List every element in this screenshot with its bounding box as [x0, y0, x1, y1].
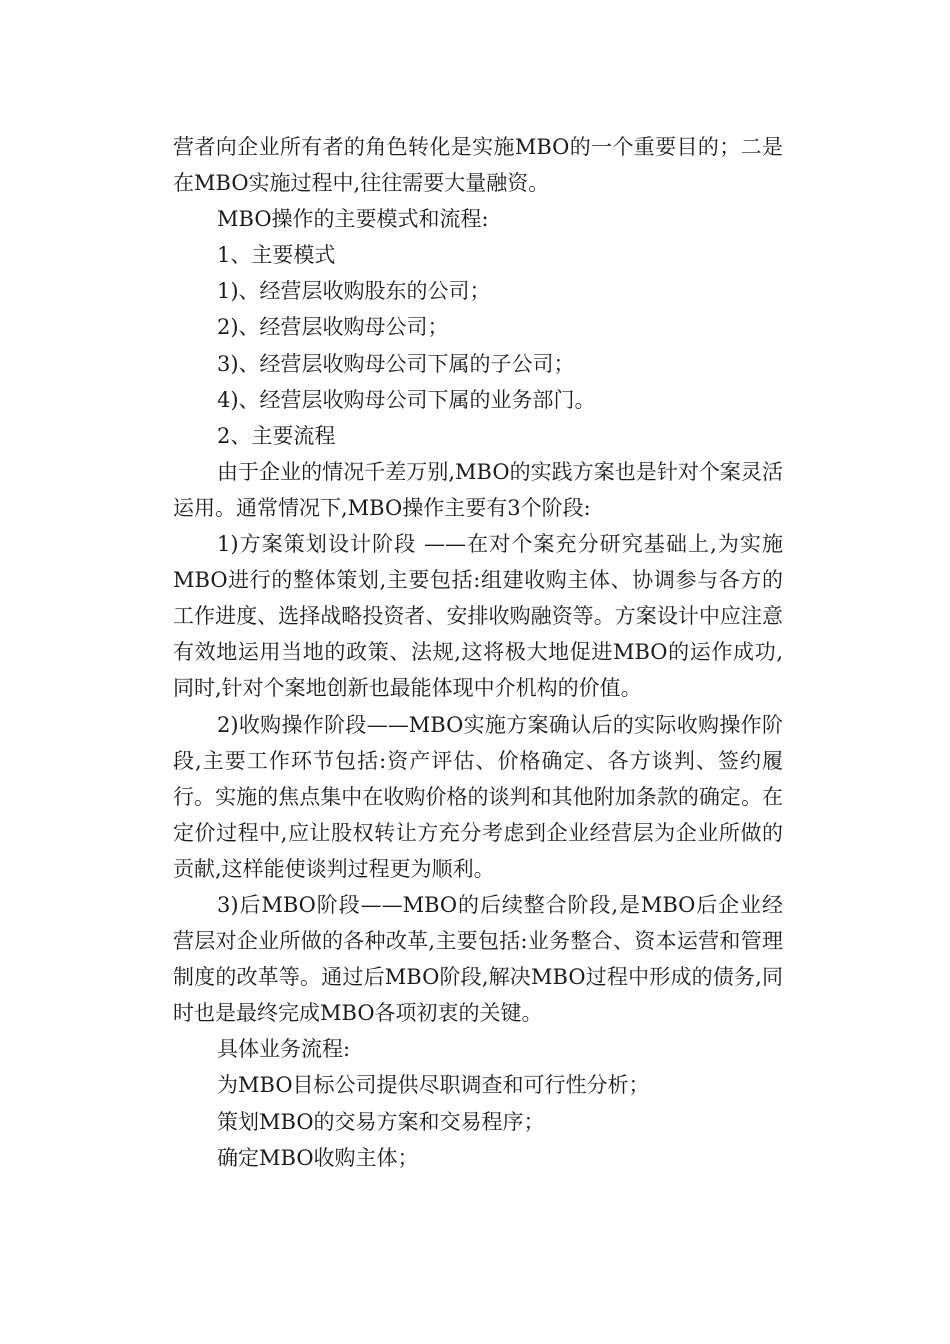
list-item-mode-3: 3)、经营层收购母公司下属的子公司； [217, 351, 575, 376]
document-body [173, 129, 783, 1176]
paragraph-stage-3: 3)后MBO阶段——MBO的后续整合阶段,是MBO后企业经营层对企业所做的各种改革,主要包括:业务整合、资本运营和管理制度的改革等。通过后MBO阶段,解决MBO过程中形成的债务,同时也是最终完成MBO各项初衷的关键。 [173, 892, 783, 1026]
list-item-process-3: 确定MBO收购主体； [217, 1145, 419, 1170]
list-item-process-1: 为MBO目标公司提供尽职调查和可行性分析； [217, 1073, 650, 1098]
paragraph-stage-2: 2)收购操作阶段——MBO实施方案确认后的实际收购操作阶段,主要工作环节包括:资产评估、价格确定、各方谈判、签约履行。实施的焦点集中在收购价格的谈判和其他附加条款的确定。在定价过程中,应让股权转让方充分考虑到企业经营层为企业所做的贡献,这样能使谈判过程更为顺利。 [173, 712, 783, 881]
list-item-mode-2: 2)、经营层收购母公司； [217, 315, 449, 340]
list-item-mode-1: 1)、经营层收购股东的公司； [217, 279, 491, 304]
paragraph-stage-1: 1)方案策划设计阶段 ——在对个案充分研究基础上,为实施MBO进行的整体策划,主要包括:组建收购主体、协调参与各方的工作进度、选择战略投资者、安排收购融资等。方案设计中应注意有效地运用当地的政策、法规,这将极大地促进MBO的运作成功,同时,针对个案地创新也最能体现中介机构的价值。 [173, 532, 783, 701]
paragraph-mbo-modes-heading: MBO操作的主要模式和流程: [217, 207, 489, 232]
section-heading-main-modes: 1、主要模式 [217, 243, 336, 268]
paragraph-continuation: 营者向企业所有者的角色转化是实施MBO的一个重要目的；二是在MBO实施过程中,往往需要大量融资。 [173, 135, 783, 196]
section-heading-business-process: 具体业务流程: [217, 1037, 351, 1062]
list-item-process-2: 策划MBO的交易方案和交易程序； [217, 1109, 545, 1134]
section-heading-main-process: 2、主要流程 [217, 423, 336, 448]
paragraph-process-intro: 由于企业的情况千差万别,MBO的实践方案也是针对个案灵活运用。通常情况下,MBO操作主要有3个阶段: [173, 459, 783, 520]
list-item-mode-4: 4)、经营层收购母公司下属的业务部门。 [217, 387, 596, 412]
